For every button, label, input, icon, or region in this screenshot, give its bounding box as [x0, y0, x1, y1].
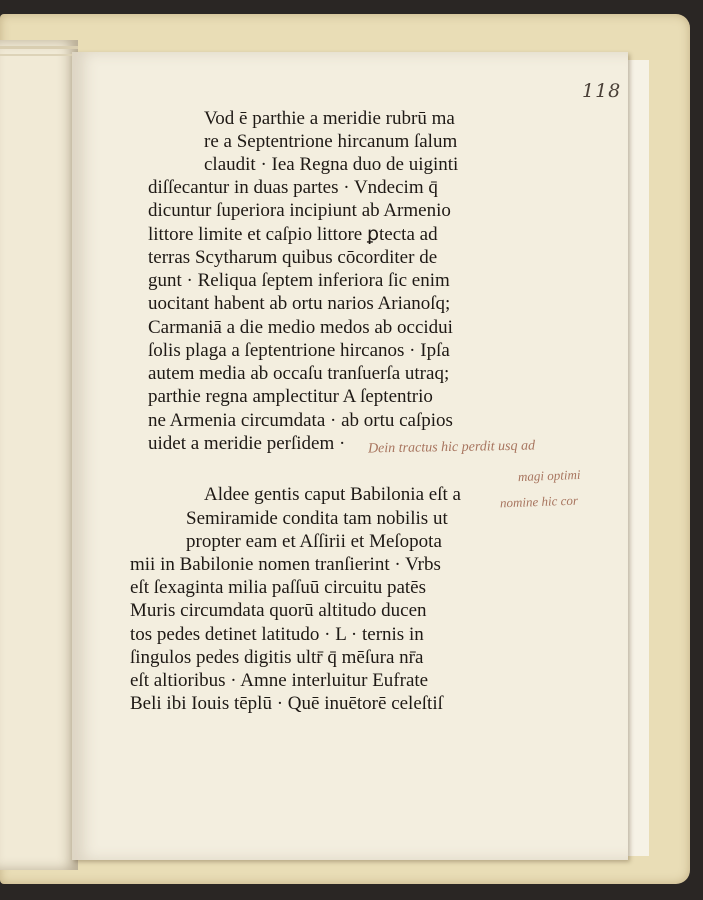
text-line: parthie regna amplectitur A ſeptentrio — [148, 386, 433, 407]
margin-annotation: Dein tractus hic perdit usq ad — [367, 438, 536, 457]
text-line: diſſecantur in duas partes · Vndecim q̄ — [148, 177, 438, 198]
text-line: Semiramide condita tam nobilis ut — [186, 508, 448, 529]
text-line: uidet a meridie perſidem · — [148, 433, 346, 454]
text-line: claudit · Iea Regna duo de uiginti — [204, 154, 459, 175]
text-line: tos pedes detinet latitudo · L · ternis in — [130, 624, 424, 645]
text-line: ſingulos pedes digitis ultr̄ q̄ mēſura nr̄a — [130, 647, 424, 668]
left-page-edge — [0, 40, 78, 870]
text-line: uocitant habent ab ortu narios Arianoſq; — [148, 293, 451, 314]
text-line: dicuntur ſuperiora incipiunt ab Armenio — [148, 200, 451, 221]
text-line: mii in Babilonie nomen tranſierint · Vrbs — [130, 554, 441, 575]
text-line: re a Septentrione hircanum ſalum — [204, 131, 458, 152]
text-line: ne Armenia circumdata · ab ortu caſpios — [148, 410, 453, 431]
text-line: gunt · Reliqua ſeptem inferiora ſic enim — [148, 270, 450, 291]
text-line: ſolis plaga a ſeptentrione hircanos · Ipſa — [148, 340, 450, 361]
text-line: terras Scytharum quibus cōcorditer de — [148, 247, 438, 268]
folio-number: 118 — [582, 80, 622, 102]
page-edge-line — [0, 46, 78, 49]
text-line: propter eam et Aſſirii et Meſopota — [186, 531, 442, 552]
text-line: Muris circumdata quorū altitudo ducen — [130, 600, 427, 621]
text-line: eſt ſexaginta milia paſſuū circuitu patēs — [130, 577, 426, 598]
text-line: Carmaniā a die medio medos ab occidui — [148, 317, 453, 338]
text-line: Aldee gentis caput Babilonia eſt a — [204, 484, 461, 505]
text-line: autem media ab occaſu tranſuerſa utraq; — [148, 363, 450, 384]
page-edge-line — [0, 54, 78, 56]
margin-annotation: nomine hic cor — [499, 492, 579, 511]
text-line: Vod ē parthie a meridie rubrū ma — [204, 108, 455, 129]
text-line: eſt altioribus · Amne interluitur Eufrate — [130, 670, 429, 691]
text-line: Beli ibi Iouis tēplū · Quē inuētorē celeſtiſ — [130, 693, 443, 714]
text-line: littore limite et caſpio littore ꝑtecta ad — [148, 224, 438, 245]
margin-annotation: magi optimi — [517, 466, 581, 485]
